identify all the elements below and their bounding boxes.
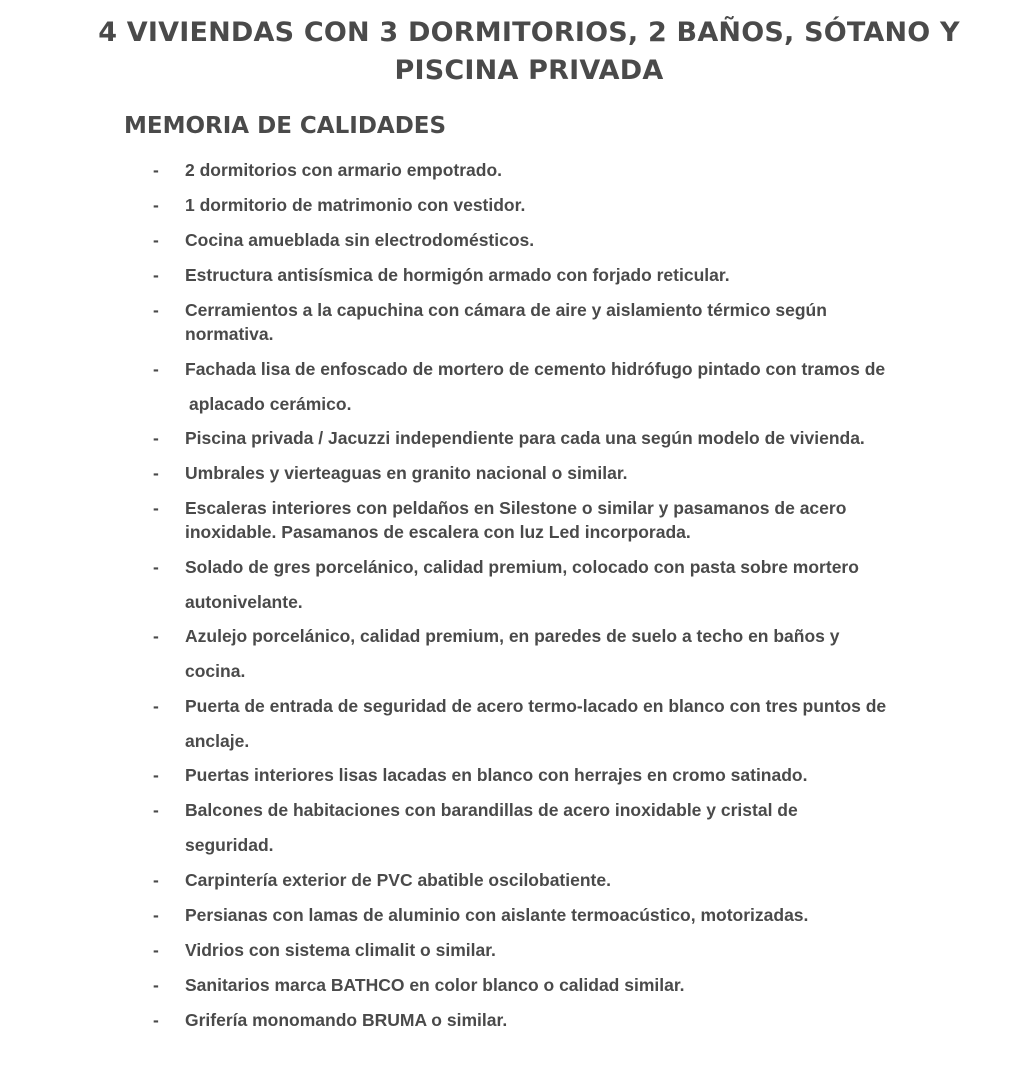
list-item-text: Estructura antisísmica de hormigón armado con forjado reticular. [185, 265, 730, 285]
list-item-text: Balcones de habitaciones con barandillas de acero inoxidable y cristal de [185, 800, 798, 820]
list-item-text: normativa. [185, 324, 274, 344]
bullet-dash: - [153, 696, 159, 716]
list-item-text: Azulejo porcelánico, calidad premium, en paredes de suelo a techo en baños y [185, 626, 840, 646]
bullet-dash: - [153, 195, 159, 215]
list-item-text: Solado de gres porcelánico, calidad premium, colocado con pasta sobre mortero [185, 557, 859, 577]
list-item-text: Grifería monomando BRUMA o similar. [185, 1010, 508, 1030]
list-item-text: Carpintería exterior de PVC abatible oscilobatiente. [185, 870, 611, 890]
bullet-dash: - [153, 230, 159, 250]
title-line-2: PISCINA PRIVADA [394, 55, 664, 86]
list-item-text: 1 dormitorio de matrimonio con vestidor. [185, 195, 526, 215]
bullet-dash: - [153, 557, 159, 577]
list-item-text: Cerramientos a la capuchina con cámara de aire y aislamiento térmico según [185, 300, 827, 320]
bullet-dash: - [153, 265, 159, 285]
list-item-text: Fachada lisa de enfoscado de mortero de cemento hidrófugo pintado con tramos de [185, 359, 886, 379]
list-item-text: Vidrios con sistema climalit o similar. [185, 940, 496, 960]
bullet-dash: - [153, 800, 159, 820]
list-item-text: anclaje. [185, 731, 250, 751]
list-item-text: aplacado cerámico. [189, 394, 352, 414]
list-item-text: cocina. [185, 661, 246, 681]
list-item-text: autonivelante. [185, 592, 303, 612]
list-item-text: Persianas con lamas de aluminio con aislante termoacústico, motorizadas. [185, 905, 809, 925]
list-item-text: Umbrales y vierteaguas en granito nacional o similar. [185, 463, 628, 483]
list-item-text: Escaleras interiores con peldaños en Silestone o similar y pasamanos de acero [185, 498, 847, 518]
bullet-dash: - [153, 626, 159, 646]
bullet-dash: - [153, 940, 159, 960]
list-item-text: Piscina privada / Jacuzzi independiente para cada una según modelo de vivienda. [185, 428, 865, 448]
bullet-dash: - [153, 428, 159, 448]
document-title [0, 14, 1032, 90]
bullet-dash: - [153, 463, 159, 483]
bullet-dash: - [153, 300, 159, 320]
bullet-dash: - [153, 359, 159, 379]
bullet-dash: - [153, 870, 159, 890]
section-heading: MEMORIA DE CALIDADES [124, 113, 447, 139]
bullet-dash: - [153, 498, 159, 518]
list-item-text: Cocina amueblada sin electrodomésticos. [185, 230, 535, 250]
list-item-text: 2 dormitorios con armario empotrado. [185, 160, 502, 180]
bullet-dash: - [153, 905, 159, 925]
list-item-text: Puertas interiores lisas lacadas en blanco con herrajes en cromo satinado. [185, 765, 808, 785]
title-line-1: 4 VIVIENDAS CON 3 DORMITORIOS, 2 BAÑOS, SÓTANO Y [98, 17, 960, 48]
list-item-text: Puerta de entrada de seguridad de acero termo-lacado en blanco con tres puntos de [185, 696, 887, 716]
bullet-dash: - [153, 765, 159, 785]
bullet-dash: - [153, 975, 159, 995]
list-item-text: inoxidable. Pasamanos de escalera con luz Led incorporada. [185, 522, 691, 542]
bullet-dash: - [153, 1010, 159, 1030]
list-item-text: Sanitarios marca BATHCO en color blanco o calidad similar. [185, 975, 685, 995]
bullet-dash: - [153, 160, 159, 180]
list-item-text: seguridad. [185, 835, 274, 855]
